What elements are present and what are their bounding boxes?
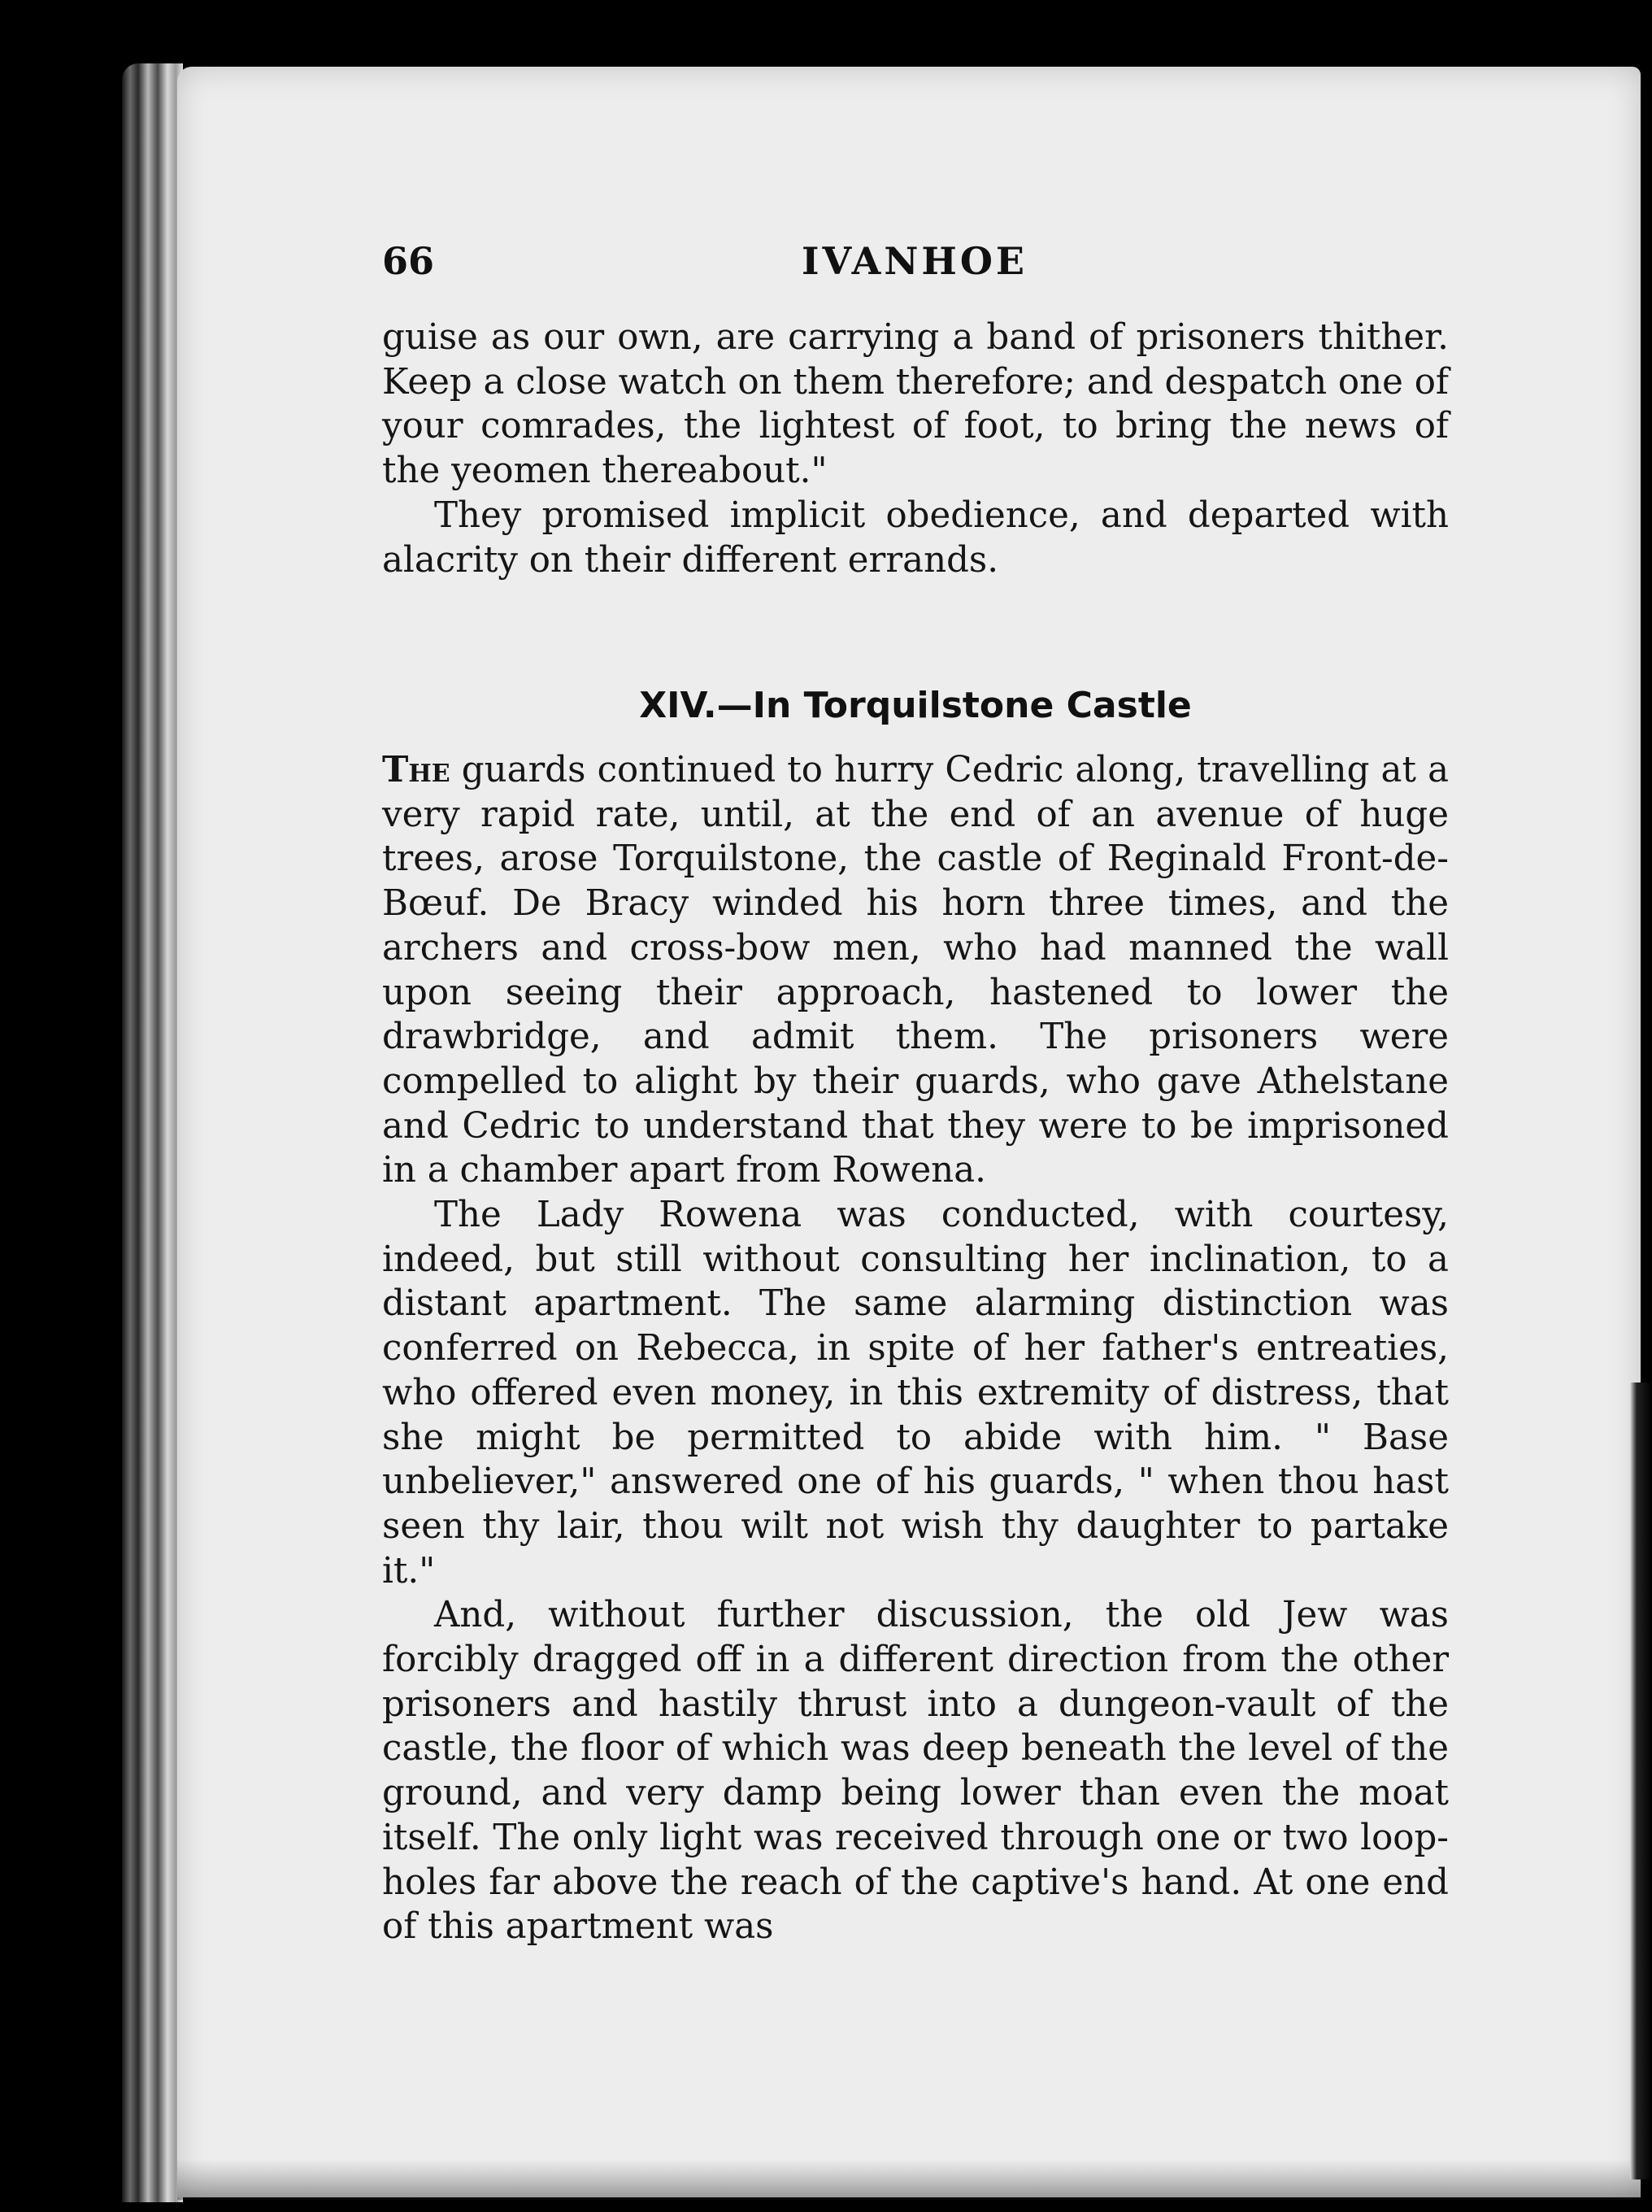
chapter-text [382,748,1449,1949]
paragraph: And, without further discussion, the old Jew was forcibly dragged off in a different direction from the other prisoners and hastily thrust into a dungeon-vault of the castle, the floor of which was deep beneath the level of the ground, and very damp being lower than even the moat itself. The only light was received through one or two loop-holes far above the reach of the captive's hand. At one end of this apartment was [382,1595,1449,1948]
page-bottom-shadow [177,2159,1641,2200]
book-spine [122,63,183,2202]
paragraph: guise as our own, are carrying a band of prisoners thither. Keep a close watch on them therefore; and despatch one of your comrades, the lightest of foot, to bring the news of the yeomen thereabout." [382,317,1449,492]
paragraph: The Lady Rowena was conducted, with courtesy, indeed, but still without consulting her inclination, to a distant apartment. The same alarming distinction was conferred on Rebecca, in spite of her father's entreaties, who offered even money, in this extremity of distress, that she might be permitted to abide with him. " Base unbeliever," answered one of his guards, " when thou hast seen thy lair, thou wilt not wish thy daughter to partake it." [382,1195,1449,1592]
book-title: IVANHOE [802,239,1028,283]
chapter-heading: XIV.—In Torquilstone Castle [639,685,1192,726]
paragraph [382,748,1449,1193]
running-head [382,232,1447,290]
page-number: 66 [382,239,435,283]
first-word: The [382,749,450,790]
continued-text [382,316,1449,582]
paragraph: They promised implicit obedience, and departed with alacrity on their different errands. [382,494,1449,581]
paragraph-body: guards continued to hurry Cedric along, travelling at a very rapid rate, until, at the end of an avenue of huge trees, arose Torquilstone, the castle of Reginald Front-de-Bœuf. De Bracy winded his horn three times, and the archers and cross-bow men, who had manned the wall upon seeing their approach, hastened to lower the drawbridge, and admit them. The prisoners were compelled to alight by their guards, who gave Athelstane and Cedric to understand that they were to be imprisoned in a chamber apart from Rowena. [382,750,1450,1191]
page-right-edge [1630,1382,1652,2179]
